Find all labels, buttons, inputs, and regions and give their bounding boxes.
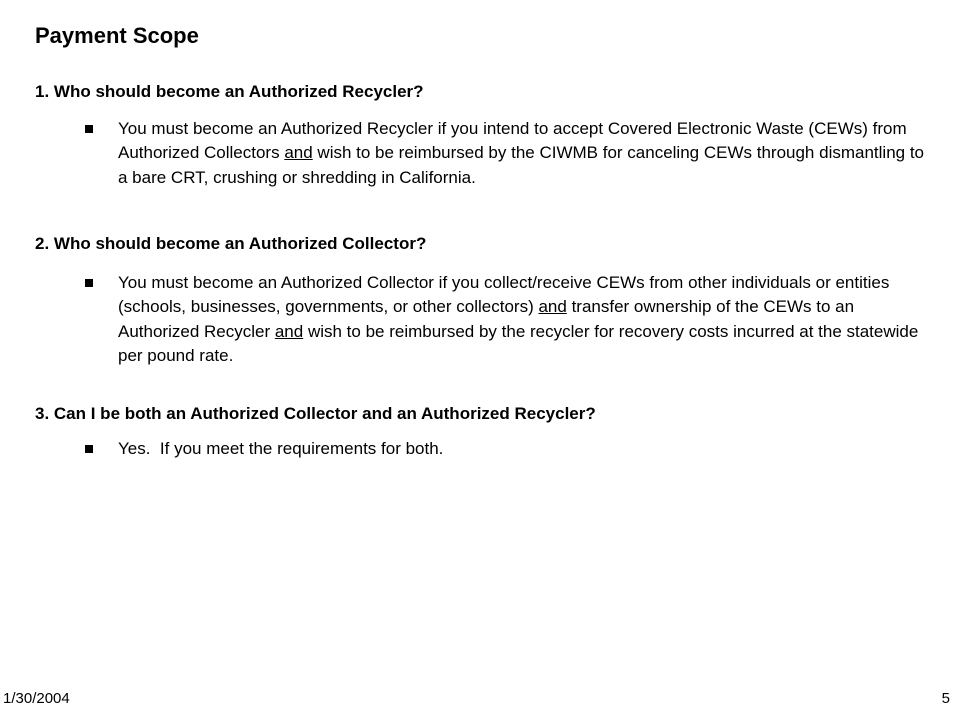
answer-text: Yes. If you meet the requirements for both. <box>118 439 444 458</box>
answer-text: You must become an Authorized Collector if you collect/receive CEWs from other individuals or entities (schools, businesses, governments, or other collectors) <box>118 273 890 317</box>
answer-text: You must become an Authorized Recycler if you intend to accept Covered Electronic Waste (CEWs) from Authorized Collectors <box>118 119 907 163</box>
answer-text: wish to be reimbursed by the recycler for recovery costs incurred at the statewide per pound rate. <box>118 321 919 365</box>
page-number: 5 <box>941 690 950 707</box>
answer-text: transfer ownership of the CEWs to an Authorized Recycler <box>118 297 855 341</box>
slide-title: Payment Scope <box>35 23 199 48</box>
question-3-answer <box>118 437 938 461</box>
question-1-heading: 1. Who should become an Authorized Recycler? <box>35 82 424 101</box>
answer-text: wish to be reimbursed by the CIWMB for canceling CEWs through dismantling to a bare CRT, crushing or shredding in California. <box>118 143 924 187</box>
square-bullet-icon <box>85 445 93 453</box>
square-bullet-icon <box>85 279 93 287</box>
square-bullet-icon <box>85 125 93 133</box>
question-3-heading: 3. Can I be both an Authorized Collector and an Authorized Recycler? <box>35 404 596 423</box>
question-2-answer <box>118 271 938 368</box>
question-2-heading: 2. Who should become an Authorized Collector? <box>35 234 427 253</box>
question-1-answer <box>118 117 938 190</box>
answer-emphasis: and <box>284 143 313 163</box>
answer-emphasis: and <box>274 321 304 341</box>
footer-date: 1/30/2004 <box>3 690 70 707</box>
answer-emphasis: and <box>538 297 567 317</box>
